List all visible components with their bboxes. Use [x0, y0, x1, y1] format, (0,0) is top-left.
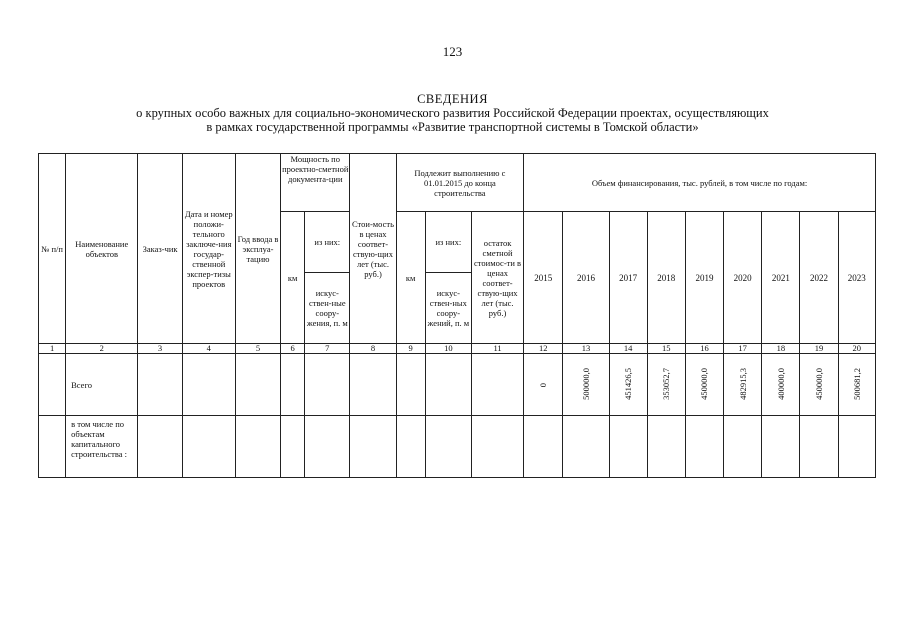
header-structures-m-2: искус-ствен-ных соору-жений, п. м [425, 273, 471, 344]
header-year-2018: 2018 [647, 212, 685, 344]
column-number: 11 [471, 344, 523, 354]
total-2016 [563, 354, 609, 416]
column-number: 1 [39, 344, 66, 354]
table-cell [39, 354, 66, 416]
header-year-commission: Год ввода в эксплуа-тацию [235, 154, 280, 344]
page-number: 123 [442, 44, 463, 59]
header-km-2: км [396, 212, 425, 344]
column-number: 7 [305, 344, 350, 354]
table-cell [281, 354, 305, 416]
total-value-2017: 451426,5 [623, 367, 634, 400]
column-number: 9 [396, 344, 425, 354]
total-2017 [609, 354, 647, 416]
header-year-2023: 2023 [838, 212, 875, 344]
header-year-2017: 2017 [609, 212, 647, 344]
total-2020 [724, 354, 762, 416]
header-of-which: из них: [305, 212, 350, 273]
table-row-subtotal [39, 416, 876, 478]
table-cell [471, 416, 523, 478]
column-number: 3 [138, 344, 182, 354]
header-customer: Заказ-чик [138, 154, 182, 344]
column-number: 2 [66, 344, 138, 354]
table-cell [425, 354, 471, 416]
header-km: км [281, 212, 305, 344]
table-cell [762, 416, 800, 478]
header-year-2016: 2016 [563, 212, 609, 344]
table-cell [281, 416, 305, 478]
column-number: 13 [563, 344, 609, 354]
total-2022 [800, 354, 838, 416]
table-cell [350, 354, 396, 416]
table-cell [563, 416, 609, 478]
column-number: 18 [762, 344, 800, 354]
table-cell [609, 416, 647, 478]
table-cell [235, 416, 280, 478]
table-row-total [39, 354, 876, 416]
column-number-row [39, 344, 876, 354]
header-row-1 [39, 154, 876, 212]
header-year-2019: 2019 [685, 212, 723, 344]
header-structures-m: искус-ствен-ные соору-жения, п. м [305, 273, 350, 344]
header-name: Наименование объектов [66, 154, 138, 344]
table-cell [425, 416, 471, 478]
total-value-2020: 482915,3 [737, 367, 748, 400]
total-value-2023: 500681,2 [851, 367, 862, 400]
total-2015 [524, 354, 563, 416]
column-number: 19 [800, 344, 838, 354]
column-number: 10 [425, 344, 471, 354]
table-cell [350, 416, 396, 478]
total-value-2018: 353052,7 [661, 367, 672, 400]
table-cell [182, 416, 235, 478]
column-number: 8 [350, 344, 396, 354]
header-capacity: Мощность по проектно-сметной документа-ции [281, 154, 350, 212]
total-label: Всего [66, 354, 138, 416]
column-number: 14 [609, 344, 647, 354]
table-cell [182, 354, 235, 416]
subtotal-label: в том числе по объектам капитального строительства : [66, 416, 138, 478]
total-2018 [647, 354, 685, 416]
title-heading: СВЕДЕНИЯ [417, 92, 488, 106]
table-cell [724, 416, 762, 478]
table-cell [838, 416, 875, 478]
column-number: 20 [838, 344, 875, 354]
header-no: № п/п [39, 154, 66, 344]
column-number: 16 [685, 344, 723, 354]
header-expertise: Дата и номер положи-тельного заключе-ния государ-ственной экспер-тизы проектов [182, 154, 235, 344]
table-cell [396, 354, 425, 416]
table-cell [647, 416, 685, 478]
header-of-which-2: из них: [425, 212, 471, 273]
header-remaining: остаток сметной стоимос-ти в ценах соответ-ствую-щих лет (тыс. руб.) [471, 212, 523, 344]
table-cell [235, 354, 280, 416]
table-cell [305, 416, 350, 478]
document-title [0, 92, 905, 134]
total-value-2022: 450000,0 [813, 367, 824, 400]
table-cell [524, 416, 563, 478]
table-cell [396, 416, 425, 478]
column-number: 5 [235, 344, 280, 354]
header-year-2022: 2022 [800, 212, 838, 344]
header-year-2021: 2021 [762, 212, 800, 344]
total-2019 [685, 354, 723, 416]
total-value-2021: 400000,0 [775, 367, 786, 400]
column-number: 12 [524, 344, 563, 354]
column-number: 17 [724, 344, 762, 354]
header-year-2020: 2020 [724, 212, 762, 344]
column-number: 4 [182, 344, 235, 354]
table-cell [305, 354, 350, 416]
table-cell [685, 416, 723, 478]
total-value-2016: 500000,0 [580, 367, 591, 400]
total-value-2019: 450000,0 [699, 367, 710, 400]
table-cell [138, 354, 182, 416]
header-year-2015: 2015 [524, 212, 563, 344]
column-number: 6 [281, 344, 305, 354]
total-2021 [762, 354, 800, 416]
total-value-2015: 0 [538, 383, 549, 388]
total-2023 [838, 354, 875, 416]
table-cell [138, 416, 182, 478]
header-cost: Стои-мость в ценах соответ-ствую-щих лет (тыс. руб.) [350, 154, 396, 344]
title-subtitle-line1: о крупных особо важных для социально-экономического развития Российской Федерации проектах, осуществляющих [136, 106, 769, 120]
table-cell [39, 416, 66, 478]
column-number: 15 [647, 344, 685, 354]
table-cell [800, 416, 838, 478]
title-subtitle-line2: в рамках государственной программы «Развитие транспортной системы в Томской области» [206, 120, 699, 134]
header-financing: Объем финансирования, тыс. рублей, в том числе по годам: [524, 154, 876, 212]
header-to-complete: Подлежит выполнению с 01.01.2015 до конца строительства [396, 154, 524, 212]
projects-table [38, 153, 876, 478]
table-cell [471, 354, 523, 416]
